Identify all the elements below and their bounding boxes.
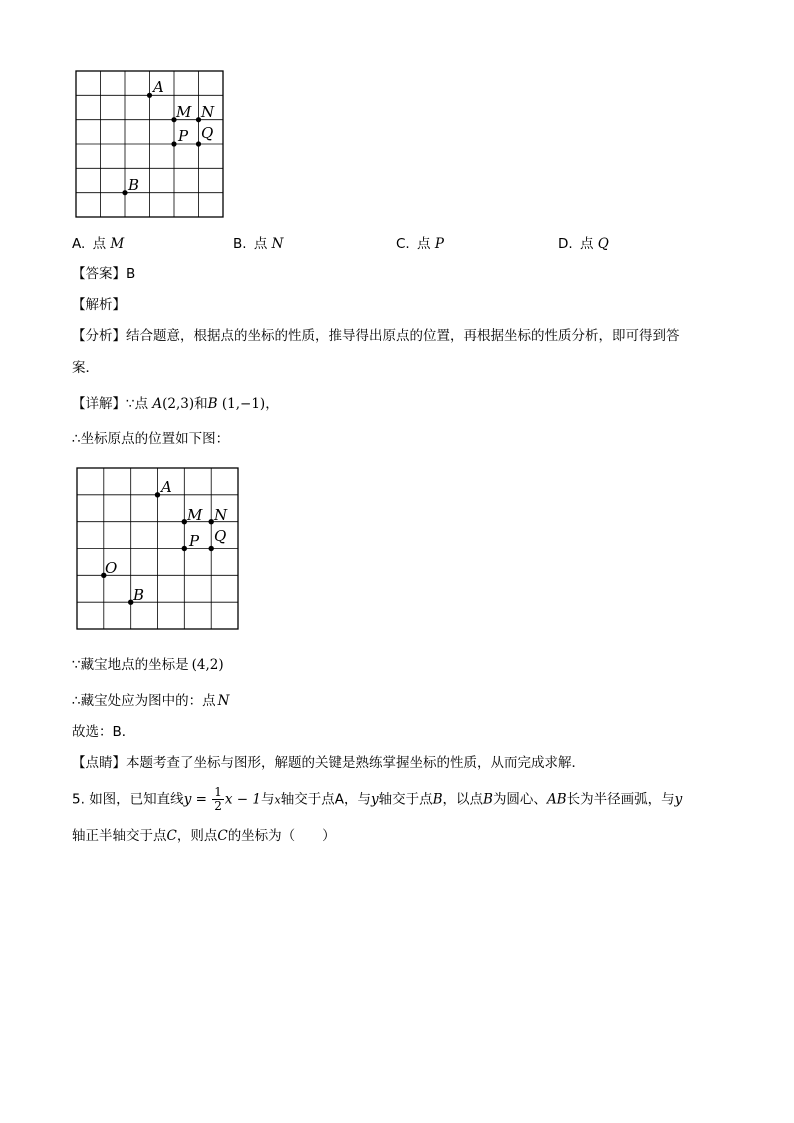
q5-fraction: [212, 786, 224, 813]
point-A: [147, 93, 152, 98]
point-P: [171, 141, 176, 146]
detail-comma: ，: [265, 396, 279, 412]
therefore-treasure-point: N: [217, 693, 230, 709]
label-Q: Q: [201, 124, 214, 142]
option-point: M: [110, 236, 125, 252]
option-point: Q: [597, 236, 609, 252]
grid-figure-1: [70, 66, 230, 222]
answer-value: B: [126, 266, 136, 282]
option-b: [233, 234, 283, 254]
detail-coord-b: (1,−1): [221, 396, 266, 412]
label-N: N: [214, 506, 228, 524]
detail-and: 和: [194, 396, 208, 412]
label-O: O: [105, 559, 118, 577]
q5-eq: =: [191, 791, 212, 808]
detail-line: [72, 394, 279, 414]
q5-text-3: 轴交于点A，与: [280, 791, 371, 808]
q5-xm1: x − 1: [224, 791, 261, 808]
q5-y3: y: [674, 791, 683, 808]
label-M: M: [187, 506, 203, 524]
q5-x: x: [274, 793, 281, 807]
q5-text-6: 为圆心、: [492, 791, 547, 808]
point-A: [155, 492, 160, 497]
option-word: 点: [92, 236, 107, 252]
q5-frac-den: 2: [214, 799, 222, 813]
q5-line2-a: 轴正半轴交于点: [72, 828, 167, 844]
point-Q: [209, 546, 214, 551]
therefore-treasure: [72, 691, 229, 711]
q5-C: C: [166, 828, 177, 844]
option-word: 点: [253, 236, 268, 252]
therefore-treasure-text: ∴藏宝处应为图中的：点: [72, 693, 216, 709]
option-d: [558, 234, 609, 254]
label-B: B: [128, 176, 140, 194]
q5-text-5: ，以点: [442, 791, 484, 808]
q5-text-4: 轴交于点: [378, 791, 433, 808]
q5-text-1: 如图，已知直线: [89, 791, 184, 808]
fenxi-tag: 【分析】: [72, 328, 126, 344]
option-point: P: [434, 236, 444, 252]
detail-point-b: B: [207, 396, 218, 412]
option-letter: D.: [558, 236, 573, 252]
q5-B: B: [432, 791, 443, 808]
label-M: M: [176, 103, 192, 121]
label-P: P: [178, 127, 189, 145]
fenxi-line-1: [72, 326, 680, 346]
q5-C2: C: [217, 828, 228, 844]
answer-line: [72, 264, 135, 284]
option-word: 点: [579, 236, 594, 252]
point-P: [182, 546, 187, 551]
label-P: P: [189, 532, 200, 550]
detail-coord-a: (2,3): [162, 396, 195, 412]
q5-line2-c: 的坐标为（ ）: [227, 828, 336, 844]
q5-B2: B: [483, 791, 493, 808]
label-B: B: [133, 586, 145, 604]
option-word: 点: [417, 236, 431, 252]
dianjing-tag: 【点睛】: [72, 755, 126, 771]
detail-tag: 【详解】: [72, 396, 126, 412]
label-N: N: [201, 103, 215, 121]
fenxi-line-2: 案．: [72, 360, 99, 376]
label-A: A: [153, 78, 164, 96]
label-Q: Q: [214, 527, 227, 545]
answer-tag: 【答案】: [72, 266, 126, 282]
treasure-coord: (4,2): [191, 657, 224, 673]
q5-frac-num: 1: [214, 785, 222, 799]
dianjing-line: [72, 753, 585, 773]
treasure-line: [72, 655, 224, 675]
detail-because: ∵点: [126, 396, 149, 412]
q5-text-7: 长为半径画弧，与: [566, 791, 675, 808]
therefore-origin: ∴坐标原点的位置如下图：: [72, 431, 230, 447]
q5-AB: AB: [546, 791, 567, 808]
option-point: N: [271, 236, 284, 252]
detail-point-a: A: [152, 396, 163, 412]
q5-y: y: [183, 791, 192, 808]
point-Q: [196, 141, 201, 146]
question-5-line-2: [72, 826, 336, 846]
option-letter: C.: [396, 236, 410, 252]
option-c: [396, 234, 444, 254]
fenxi-text-1: 结合题意，根据点的坐标的性质，推导得出原点的位置，再根据坐标的性质分析，即可得到答: [126, 328, 680, 344]
q5-text-2: 与: [260, 791, 275, 808]
treasure-text: ∵藏宝地点的坐标是: [72, 657, 189, 673]
dianjing-text: 本题考查了坐标与图形，解题的关键是熟练掌握坐标的性质，从而完成求解．: [126, 755, 585, 771]
figure-1-grid: [70, 66, 230, 222]
q5-number: 5.: [72, 791, 85, 808]
label-A: A: [161, 478, 172, 496]
question-5-line-1: [72, 786, 682, 814]
grid-figure-2: [70, 463, 245, 635]
choose-line: 故选：B．: [72, 724, 136, 740]
point-B: [122, 190, 127, 195]
option-letter: A.: [72, 236, 86, 252]
q5-y2: y: [370, 791, 379, 808]
option-a: [72, 234, 124, 254]
q5-line2-b: ，则点: [176, 828, 218, 844]
analysis-heading: 【解析】: [72, 297, 126, 313]
option-letter: B.: [233, 236, 247, 252]
figure-2-grid: [70, 463, 245, 639]
